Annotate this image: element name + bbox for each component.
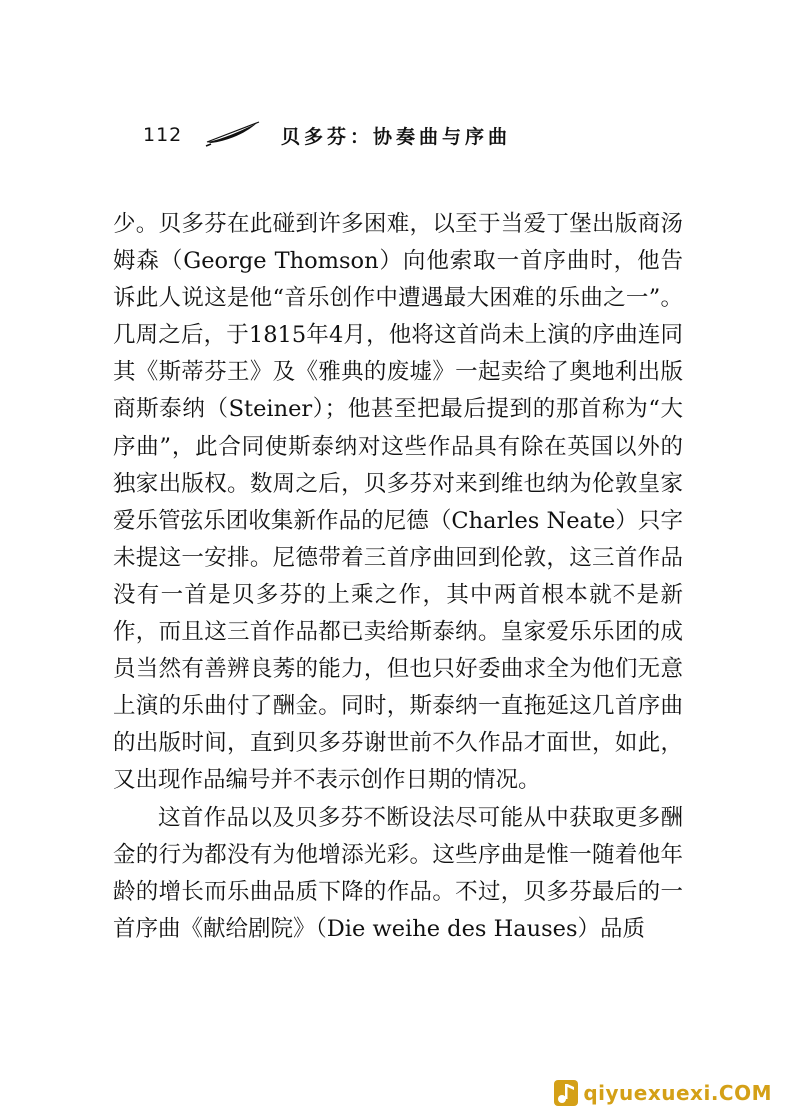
music-note-logo-icon (553, 1079, 579, 1107)
running-header (143, 118, 703, 154)
site-watermark (553, 1076, 772, 1110)
body-text (113, 206, 683, 948)
running-title: 贝多芬：协奏曲与序曲 (281, 126, 512, 148)
quill-feather-icon (205, 120, 261, 148)
watermark-text: qiyuexuexi.COM (583, 1081, 772, 1105)
page-number: 112 (143, 124, 183, 146)
paragraph: 这首作品以及贝多芬不断设法尽可能从中获取更多酬金的行为都没有为他增添光彩。这些序曲是惟一随着他年龄的增长而乐曲品质下降的作品。不过，贝多芬最后的一首序曲《献给剧院》（Die weihe des Hauses）品质 (113, 804, 683, 942)
paragraph: 少。贝多芬在此碰到许多困难，以至于当爱丁堡出版商汤姆森（George Thomson）向他索取一首序曲时，他告诉此人说这是他“音乐创作中遭遇最大困难的乐曲之一”。几周之后，于1815年4月，他将这首尚未上演的序曲连同其《斯蒂芬王》及《雅典的废墟》一起卖给了奥地利出版商斯泰纳（Steiner）；他甚至把最后提到的那首称为“大序曲”，此合同使斯泰纳对这些作品具有除在英国以外的独家出版权。数周之后，贝多芬对来到维也纳为伦敦皇家爱乐管弦乐团收集新作品的尼德（Charles Neate）只字未提这一安排。尼德带着三首序曲回到伦敦，这三首作品没有一首是贝多芬的上乘之作，其中两首根本就不是新作，而且这三首作品都已卖给斯泰纳。皇家爱乐乐团的成员当然有善辨良莠的能力，但也只好委曲求全为他们无意上演的乐曲付了酬金。同时，斯泰纳一直拖延这几首序曲的出版时间，直到贝多芬谢世前不久作品才面世，如此，又出现作品编号并不表示创作日期的情况。 (113, 211, 683, 794)
